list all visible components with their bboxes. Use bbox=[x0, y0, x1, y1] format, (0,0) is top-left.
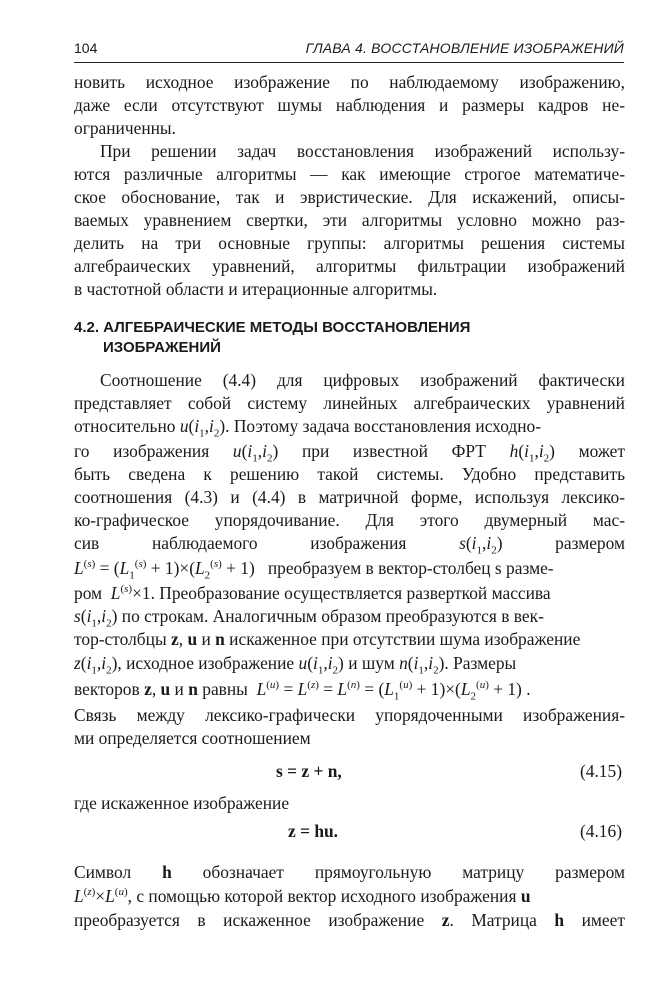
text-line: преобразуется в искаженное изображение z. Матрица h имеет bbox=[74, 910, 625, 930]
text-line: алгебраических уравнений, алгоритмы фильтрации изображений bbox=[74, 256, 625, 276]
text-line: делить на три основные группы: алгоритмы решения системы bbox=[74, 233, 625, 253]
text-line: ограниченны. bbox=[74, 118, 176, 138]
section-heading: ИЗОБРАЖЕНИЙ bbox=[103, 339, 221, 356]
text-line: ром $L^{(s)}\times 1$. Преобразование осуществляется разверткой массива bbox=[74, 583, 551, 603]
text-line: соотношения (4.3) и (4.4) в матричной форме, используя лексико- bbox=[74, 487, 625, 507]
page-number: 104 bbox=[74, 40, 98, 56]
text-line: Соотношение (4.4) для цифровых изображений фактически bbox=[100, 370, 625, 390]
equation-number: (4.15) bbox=[579, 761, 622, 781]
text-line: $z(i_1,i_2)$, исходное изображение $u(i_1,i_2)$ и шум $n(i_1,i_2)$. Размеры bbox=[74, 653, 517, 677]
section-heading: 4.2. АЛГЕБРАИЧЕСКИЕ МЕТОДЫ ВОССТАНОВЛЕНИЯ bbox=[74, 319, 471, 336]
text-line: При решении задач восстановления изображений использу- bbox=[100, 141, 625, 161]
text-line: представляет собой систему линейных алгебраических уравнений bbox=[74, 393, 625, 413]
text-line: $s(i_1,i_2)$ по строкам. Аналогичным образом преобразуются в век- bbox=[74, 606, 544, 630]
text-line: относительно $u(i_1,i_2)$. Поэтому задача восстановления исходно- bbox=[74, 416, 542, 440]
text-line: ко-графическое упорядочивание. Для этого двумерный мас- bbox=[74, 510, 625, 530]
text-line: новить исходное изображение по наблюдаемому изображению, bbox=[74, 72, 625, 92]
text-line: быть сведена к решению такой системы. Удобно представить bbox=[74, 464, 625, 484]
text-line: ское обоснование, так и эвристические. Для искажений, описы- bbox=[74, 187, 625, 207]
text-line: в частотной области и итерационные алгоритмы. bbox=[74, 279, 438, 299]
text-line: ются различные алгоритмы — как имеющие строгое математиче- bbox=[74, 164, 625, 184]
text-line: ваемых уравнением свертки, эти алгоритмы условно можно раз- bbox=[74, 210, 625, 230]
equation: s = z + n, bbox=[276, 761, 342, 781]
equation: z = hu. bbox=[288, 821, 339, 841]
text-line: даже если отсутствуют шумы наблюдения и размеры кадров не- bbox=[74, 95, 625, 115]
text-line: ми определяется соотношением bbox=[74, 728, 311, 748]
text-line: сив наблюдаемого изображения $s(i_1,i_2)$ размером bbox=[74, 533, 625, 557]
running-header bbox=[74, 40, 624, 63]
equation-number: (4.16) bbox=[579, 821, 622, 841]
chapter-title: ГЛАВА 4. ВОССТАНОВЛЕНИЕ ИЗОБРАЖЕНИЙ bbox=[305, 40, 624, 56]
text-line: го изображения $u(i_1,i_2)$ при известной ФРТ $h(i_1,i_2)$ может bbox=[74, 441, 625, 465]
text-line: $L^{(z)}\times L^{(u)}$, с помощью которой вектор исходного изображения u bbox=[74, 886, 531, 906]
text-line: Символ h обозначает прямоугольную матрицу размером bbox=[74, 862, 625, 882]
text-line: векторов z, u и n равны $L^{(u)} = L^{(z)} = L^{(n)} = (L_1^{(u)} + 1)\times(L_2^{(u)} + 1)$ . bbox=[74, 679, 531, 703]
text-line: $L^{(s)} = (L_1^{(s)} + 1)\times(L_2^{(s)} + 1)$ преобразуем в вектор-столбец s разме- bbox=[74, 558, 554, 582]
text-line: тор-столбцы z, u и n искаженное при отсутствии шума изображение bbox=[74, 629, 581, 649]
text-line: Связь между лексико-графически упорядоченными изображения- bbox=[74, 705, 625, 725]
text-line: где искаженное изображение bbox=[74, 793, 290, 813]
